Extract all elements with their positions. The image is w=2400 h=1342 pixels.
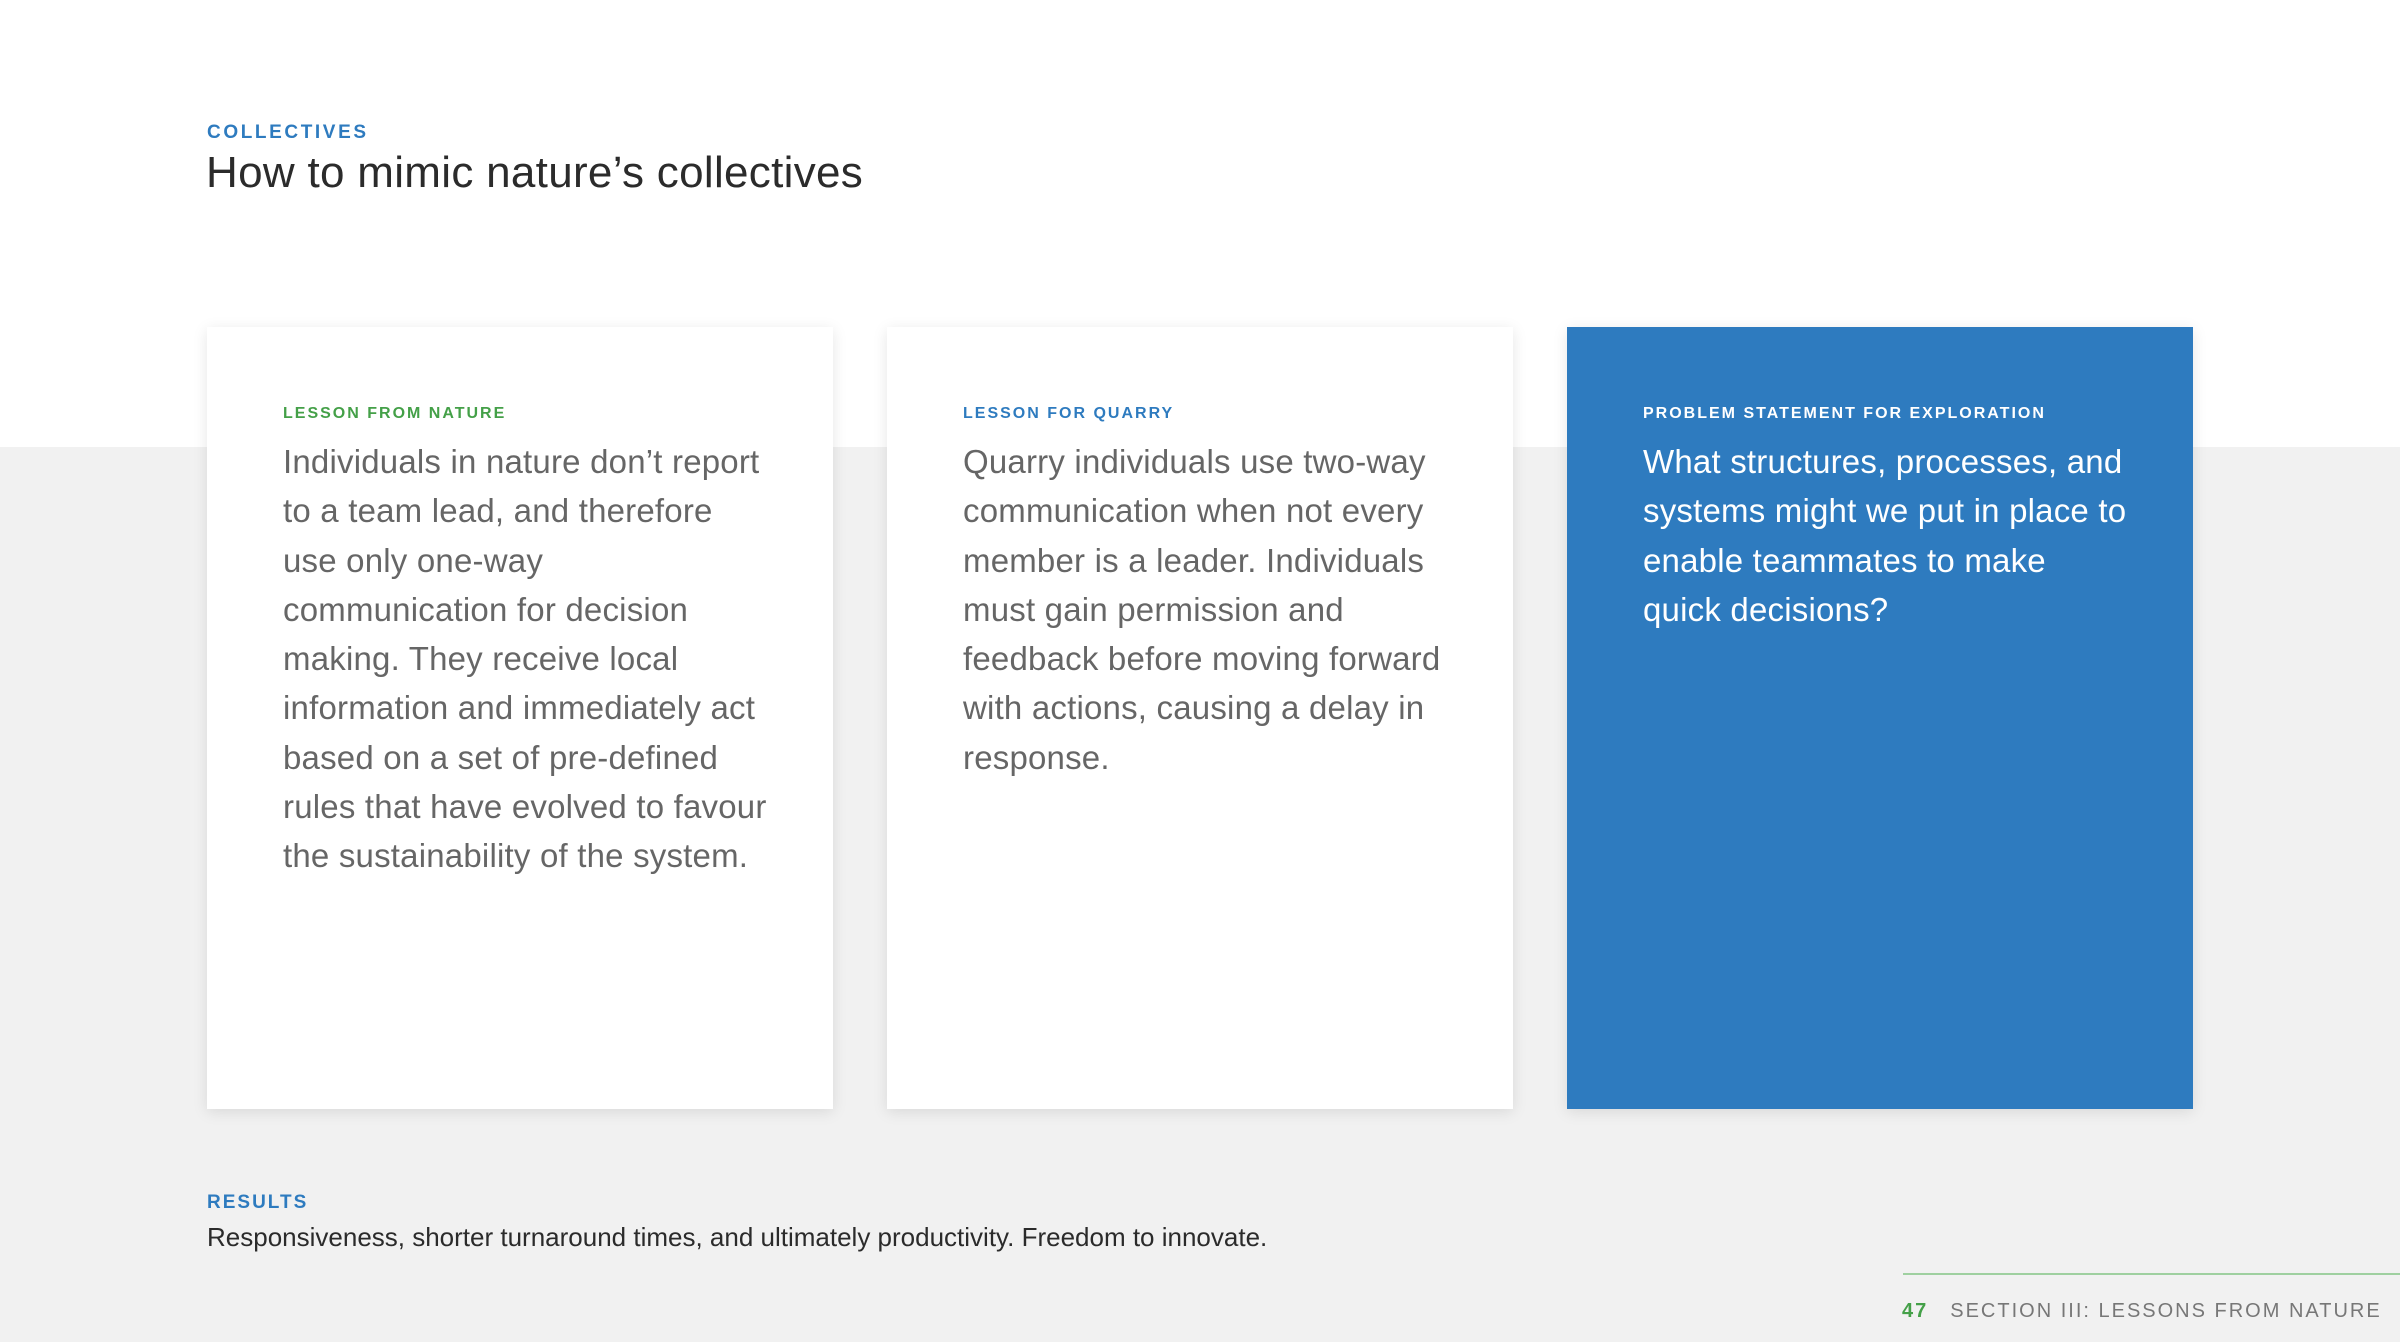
section-name: SECTION III: LESSONS FROM NATURE bbox=[1950, 1300, 2382, 1322]
card-lesson-from-nature bbox=[207, 327, 833, 1109]
page-title: How to mimic nature’s collectives bbox=[206, 148, 864, 197]
card-body: Individuals in nature don’t report to a team lead, and therefore use only one-way communication for decision making. They receive local information and immediately act based on a set of pre-defined rules that have evolved to favour the sustainability of the system. bbox=[283, 443, 767, 875]
card-label: LESSON FOR QUARRY bbox=[963, 405, 1175, 422]
card-body: Quarry individuals use two-way communication when not every member is a leader. Individuals must gain permission and feedback before moving forward with actions, causing a delay in response. bbox=[963, 443, 1441, 776]
card-label: PROBLEM STATEMENT FOR EXPLORATION bbox=[1643, 405, 2046, 422]
page-number: 47 bbox=[1902, 1300, 1929, 1322]
results-label: RESULTS bbox=[207, 1192, 309, 1213]
card-problem-statement bbox=[1567, 327, 2193, 1109]
page-footer bbox=[1902, 1300, 2382, 1323]
results-text: Responsiveness, shorter turnaround times, and ultimately productivity. Freedom to innovate. bbox=[207, 1222, 1268, 1252]
section-eyebrow: COLLECTIVES bbox=[207, 122, 369, 143]
card-body: What structures, processes, and systems might we put in place to enable teammates to make quick decisions? bbox=[1643, 443, 2127, 628]
footer-divider bbox=[1903, 1273, 2400, 1275]
card-lesson-for-quarry bbox=[887, 327, 1513, 1109]
card-label: LESSON FROM NATURE bbox=[283, 405, 507, 422]
